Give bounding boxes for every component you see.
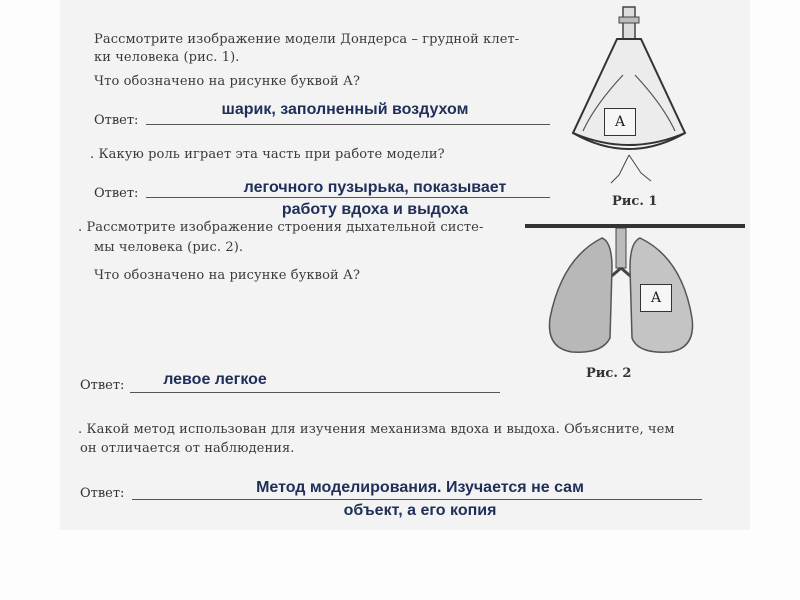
task2-answer-label: Ответ: xyxy=(80,378,125,393)
task2-answer-text: левое легкое xyxy=(163,371,267,388)
task3-question-line2: он отличается от наблюдения. xyxy=(80,441,295,456)
task1-question-line2: ки человека (рис. 1). xyxy=(94,50,240,65)
task2-question-line2: мы человека (рис. 2). xyxy=(94,240,244,255)
task1-question-line1: Рассмотрите изображение модели Дондерса – грудной клет- xyxy=(94,32,520,47)
task3-answer-line2: объект, а его копия xyxy=(343,502,497,519)
task3-answer-line1: Метод моделирования. Изучается не сам xyxy=(256,479,584,496)
task1-answer-label: Ответ: xyxy=(94,113,139,128)
task1-answer2-line1: легочного пузырька, показывает xyxy=(243,179,507,196)
task3-answer-line xyxy=(132,499,702,500)
task1-answer-line xyxy=(146,124,550,125)
task1-question2: . Какую роль играет эта часть при работе модели? xyxy=(90,147,445,162)
task1-answer2-label: Ответ: xyxy=(94,186,139,201)
task1-question-line3: Что обозначено на рисунке буквой А? xyxy=(94,74,361,89)
figure2-label-box: А xyxy=(640,284,672,312)
task3-question-line1: . Какой метод использован для изучения механизма вдоха и выдоха. Объясните, чем xyxy=(78,422,675,437)
figure1-label-box: А xyxy=(604,108,636,136)
task3-answer-label: Ответ: xyxy=(80,486,125,501)
task2-answer-line xyxy=(130,392,500,393)
task1-answer2-line2: работу вдоха и выдоха xyxy=(281,201,469,218)
figure2-caption: Рис. 2 xyxy=(586,366,632,381)
task2-question-line3: Что обозначено на рисунке буквой А? xyxy=(94,268,361,283)
task2-question-line1: . Рассмотрите изображение строения дыхательной систе- xyxy=(78,220,484,235)
lungs-figure xyxy=(542,228,702,358)
figure1-caption: Рис. 1 xyxy=(612,194,658,209)
task1-answer-text: шарик, заполненный воздухом xyxy=(221,101,469,118)
donders-model-figure xyxy=(565,5,695,195)
